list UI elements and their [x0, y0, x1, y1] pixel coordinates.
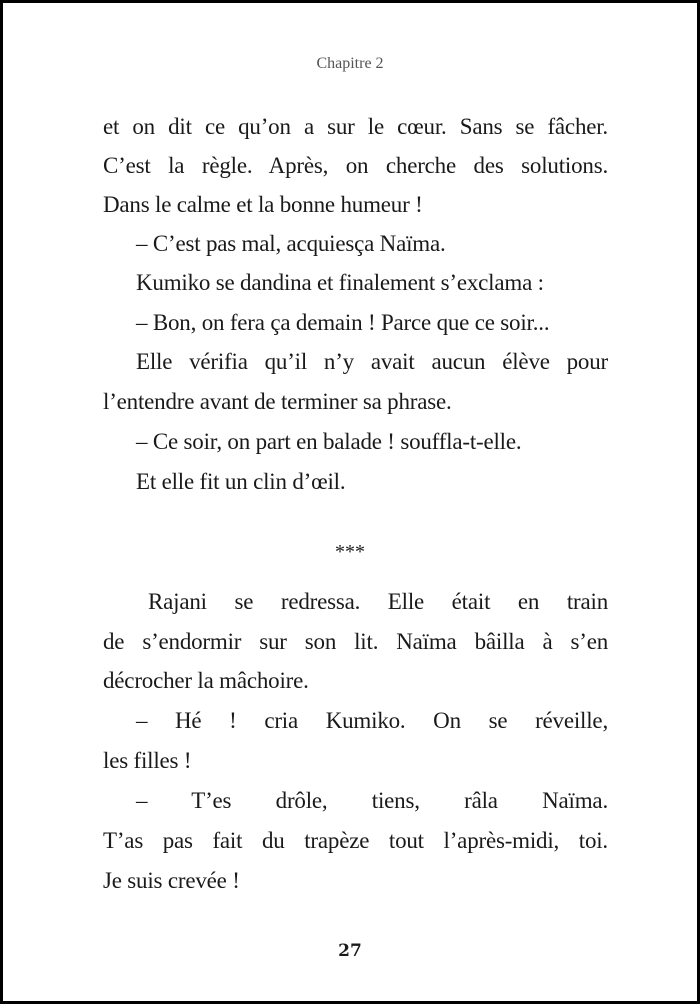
text-line: T’as pas fait du trapèze tout l’après-midi, toi. [103, 828, 608, 853]
section-separator: *** [335, 541, 365, 563]
text-line: – T’es drôle, tiens, râla Naïma. [136, 788, 608, 813]
text-line: – Hé ! cria Kumiko. On se réveille, [136, 708, 608, 733]
text-line: Rajani se redressa. Elle était en train [148, 589, 608, 614]
text-line: Et elle fit un clin d’œil. [136, 469, 346, 494]
text-line: – Ce soir, on part en balade ! souffla-t-elle. [136, 429, 522, 454]
text-line: – C’est pas mal, acquiesça Naïma. [136, 231, 446, 256]
chapter-header: Chapitre 2 [316, 55, 384, 72]
text-line: et on dit ce qu’on a sur le cœur. Sans se fâcher. [103, 114, 608, 139]
text-line: l’entendre avant de terminer sa phrase. [103, 389, 452, 414]
text-line: C’est la règle. Après, on cherche des solutions. [103, 153, 608, 178]
text-line: Dans le calme et la bonne humeur ! [103, 192, 423, 217]
text-line: Kumiko se dandina et finalement s’exclama : [136, 270, 544, 295]
text-line: Elle vérifia qu’il n’y avait aucun élève pour [136, 349, 608, 374]
text-line: – Bon, on fera ça demain ! Parce que ce soir... [136, 310, 550, 335]
text-line: de s’endormir sur son lit. Naïma bâilla à s’en [103, 629, 608, 654]
page-number: 27 [338, 941, 362, 961]
text-line: décrocher la mâchoire. [103, 668, 309, 693]
text-line: Je suis crevée ! [103, 868, 240, 893]
text-line: les filles ! [103, 748, 192, 773]
